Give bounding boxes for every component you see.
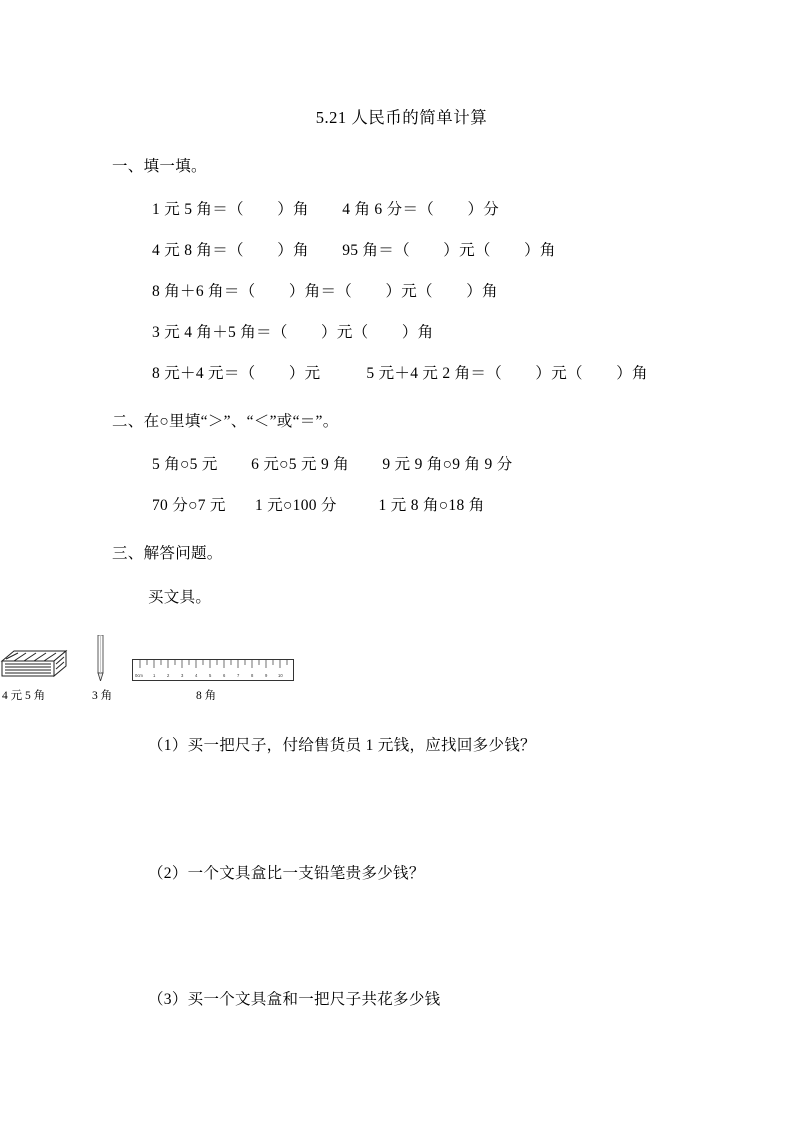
question-1: （1）买一把尺子，付给售货员 1 元钱，应找回多少钱？ bbox=[148, 737, 536, 754]
section-heading-fill-in: 一、填一填。 bbox=[112, 158, 207, 175]
section-heading-compare: 二、在○里填“＞”、“＜”或“＝”。 bbox=[112, 413, 339, 430]
pencil-case-price: 4 元 5 角 bbox=[2, 690, 46, 702]
compare-line-1: 5 角○5 元 6 元○5 元 9 角 9 元 9 角○9 角 9 分 bbox=[152, 456, 513, 473]
svg-text:10: 10 bbox=[278, 673, 283, 678]
svg-text:4: 4 bbox=[195, 673, 198, 678]
pencil-icon bbox=[96, 635, 106, 681]
fill-in-line-4: 3 元 4 角＋5 角＝（ ）元（ ）角 bbox=[152, 324, 434, 341]
problems-intro: 买文具。 bbox=[148, 589, 212, 606]
fill-in-line-3: 8 角＋6 角＝（ ）角＝（ ）元（ ）角 bbox=[152, 283, 498, 300]
svg-text:3: 3 bbox=[181, 673, 184, 678]
compare-line-2: 70 分○7 元 1 元○100 分 1 元 8 角○18 角 bbox=[152, 497, 485, 514]
question-2: （2）一个文具盒比一支铅笔贵多少钱？ bbox=[148, 865, 425, 882]
section-heading-problems: 三、解答问题。 bbox=[112, 545, 223, 562]
fill-in-line-5: 8 元＋4 元＝（ ）元 5 元＋4 元 2 角＝（ ）元（ ）角 bbox=[152, 365, 648, 382]
svg-text:7: 7 bbox=[237, 673, 240, 678]
pencil-case-icon bbox=[0, 647, 68, 681]
svg-text:6: 6 bbox=[223, 673, 226, 678]
svg-text:1: 1 bbox=[153, 673, 156, 678]
svg-text:8: 8 bbox=[251, 673, 254, 678]
svg-text:0cm: 0cm bbox=[135, 673, 143, 678]
svg-text:5: 5 bbox=[209, 673, 212, 678]
question-3: （3）买一个文具盒和一把尺子共花多少钱 bbox=[148, 991, 441, 1008]
ruler-price: 8 角 bbox=[196, 690, 217, 702]
fill-in-line-2: 4 元 8 角＝（ ）角 95 角＝（ ）元（ ）角 bbox=[152, 242, 556, 259]
stationery-figure bbox=[0, 631, 793, 703]
pencil-price: 3 角 bbox=[92, 690, 113, 702]
fill-in-line-1: 1 元 5 角＝（ ）角 4 角 6 分＝（ ）分 bbox=[152, 201, 500, 218]
svg-text:2: 2 bbox=[167, 673, 170, 678]
page-title: 5.21 人民币的简单计算 bbox=[315, 108, 488, 127]
ruler-icon bbox=[132, 659, 294, 681]
svg-text:9: 9 bbox=[265, 673, 268, 678]
